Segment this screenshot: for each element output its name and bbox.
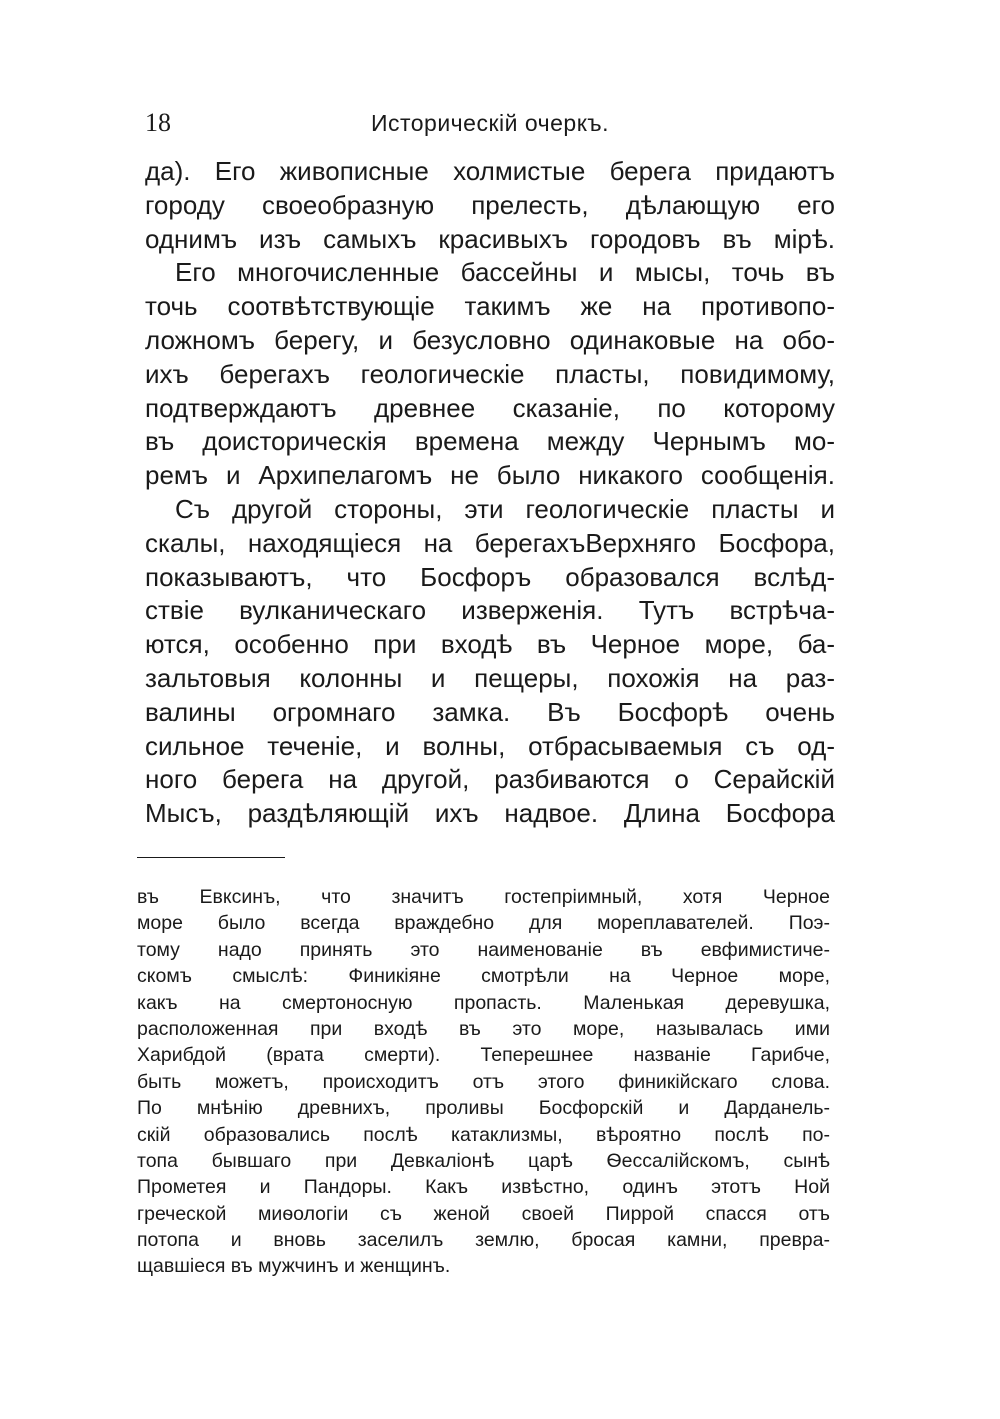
footnote-line: топа бывшаго при Девкаліонѣ царѣ Ѳессалійскомъ, сынѣ bbox=[137, 1149, 830, 1172]
footnote-divider bbox=[137, 857, 285, 858]
text-line: показываютъ, что Босфоръ образовался вслѣд- bbox=[145, 561, 835, 592]
text-line: скалы, находящіеся на берегахъВерхняго Босфора, bbox=[145, 527, 835, 558]
text-line: зальтовыя колонны и пещеры, похожія на раз- bbox=[145, 662, 835, 693]
text-line: городу своеобразную прелесть, дѣлающую его bbox=[145, 189, 835, 220]
page-header bbox=[145, 108, 835, 148]
text-line: ложномъ берегу, и безусловно одинаковые на обо- bbox=[145, 324, 835, 355]
text-line: сильное теченіе, и волны, отбрасываемыя съ од- bbox=[145, 730, 835, 761]
text-line: подтверждаютъ древнее сказаніе, по которому bbox=[145, 392, 835, 423]
footnote-line: потопа и вновь заселилъ землю, бросая камни, превра- bbox=[137, 1229, 830, 1252]
main-text bbox=[145, 155, 835, 831]
footnote-line: скій образовались послѣ катаклизмы, вѣроятно послѣ по- bbox=[137, 1123, 830, 1146]
text-line: Его многочисленные бассейны и мысы, точь въ bbox=[175, 257, 835, 288]
text-line: точь соотвѣтствующіе такимъ же на противопо- bbox=[145, 291, 835, 322]
text-line: ного берега на другой, разбиваются о Серайскій bbox=[145, 764, 835, 795]
footnote-line: быть можетъ, происходитъ отъ этого финикійскаго слова. bbox=[137, 1070, 830, 1093]
text-line: да). Его живописные холмистые берега придаютъ bbox=[145, 156, 835, 186]
page-number: 18 bbox=[145, 108, 171, 137]
footnote-line: По мнѣнію древнихъ, проливы Босфорскій и Дарданель- bbox=[137, 1097, 830, 1120]
text-line: въ доисторическія времена между Чернымъ мо- bbox=[145, 426, 835, 457]
footnote bbox=[137, 884, 830, 1280]
footnote-line: Харибдой (врата смерти). Теперешнее названіе Гарибче, bbox=[137, 1044, 830, 1067]
text-line: ствіе вулканическаго изверженія. Тутъ встрѣча- bbox=[145, 595, 835, 626]
text-line: валины огромнаго замка. Въ Босфорѣ очень bbox=[145, 696, 835, 727]
footnote-line: расположенная при входѣ въ это море, называлась ими bbox=[137, 1017, 830, 1040]
text-line: ихъ берегахъ геологическіе пласты, повидимому, bbox=[145, 358, 835, 389]
text-line: ются, особенно при входѣ въ Черное море, ба- bbox=[145, 629, 835, 660]
text-line: однимъ изъ самыхъ красивыхъ городовъ въ мірѣ. bbox=[145, 223, 835, 254]
footnote-line: греческой миѳологіи съ женой своей Пиррой спасся отъ bbox=[137, 1202, 830, 1225]
text-line: Мысъ, раздѣляющій ихъ надвое. Длина Босфора bbox=[145, 798, 835, 829]
footnote-line: въ Евксинъ, что значитъ гостепріимный, хотя Черное bbox=[137, 886, 830, 908]
footnote-line: Прометея и Пандоры. Какъ извѣстно, одинъ этотъ Ной bbox=[137, 1176, 830, 1199]
footnote-line: щавшіеся въ мужчинъ и женщинъ. bbox=[137, 1255, 451, 1278]
running-title: Историческій очеркъ. bbox=[370, 110, 610, 136]
footnote-line: какъ на смертоносную пропасть. Маленькая деревушка, bbox=[137, 991, 830, 1014]
text-line: Съ другой стороны, эти геологическіе пласты и bbox=[175, 493, 835, 524]
footnote-line: скомъ смыслѣ: Финикіяне смотрѣли на Черное море, bbox=[137, 965, 830, 988]
footnote-line: море было всегда враждебно для мореплавателей. Поэ- bbox=[137, 912, 830, 935]
footnote-line: тому надо принять это наименованіе въ евфимистиче- bbox=[137, 938, 830, 961]
text-line: ремъ и Архипелагомъ не было никакого сообщенія. bbox=[145, 460, 835, 491]
